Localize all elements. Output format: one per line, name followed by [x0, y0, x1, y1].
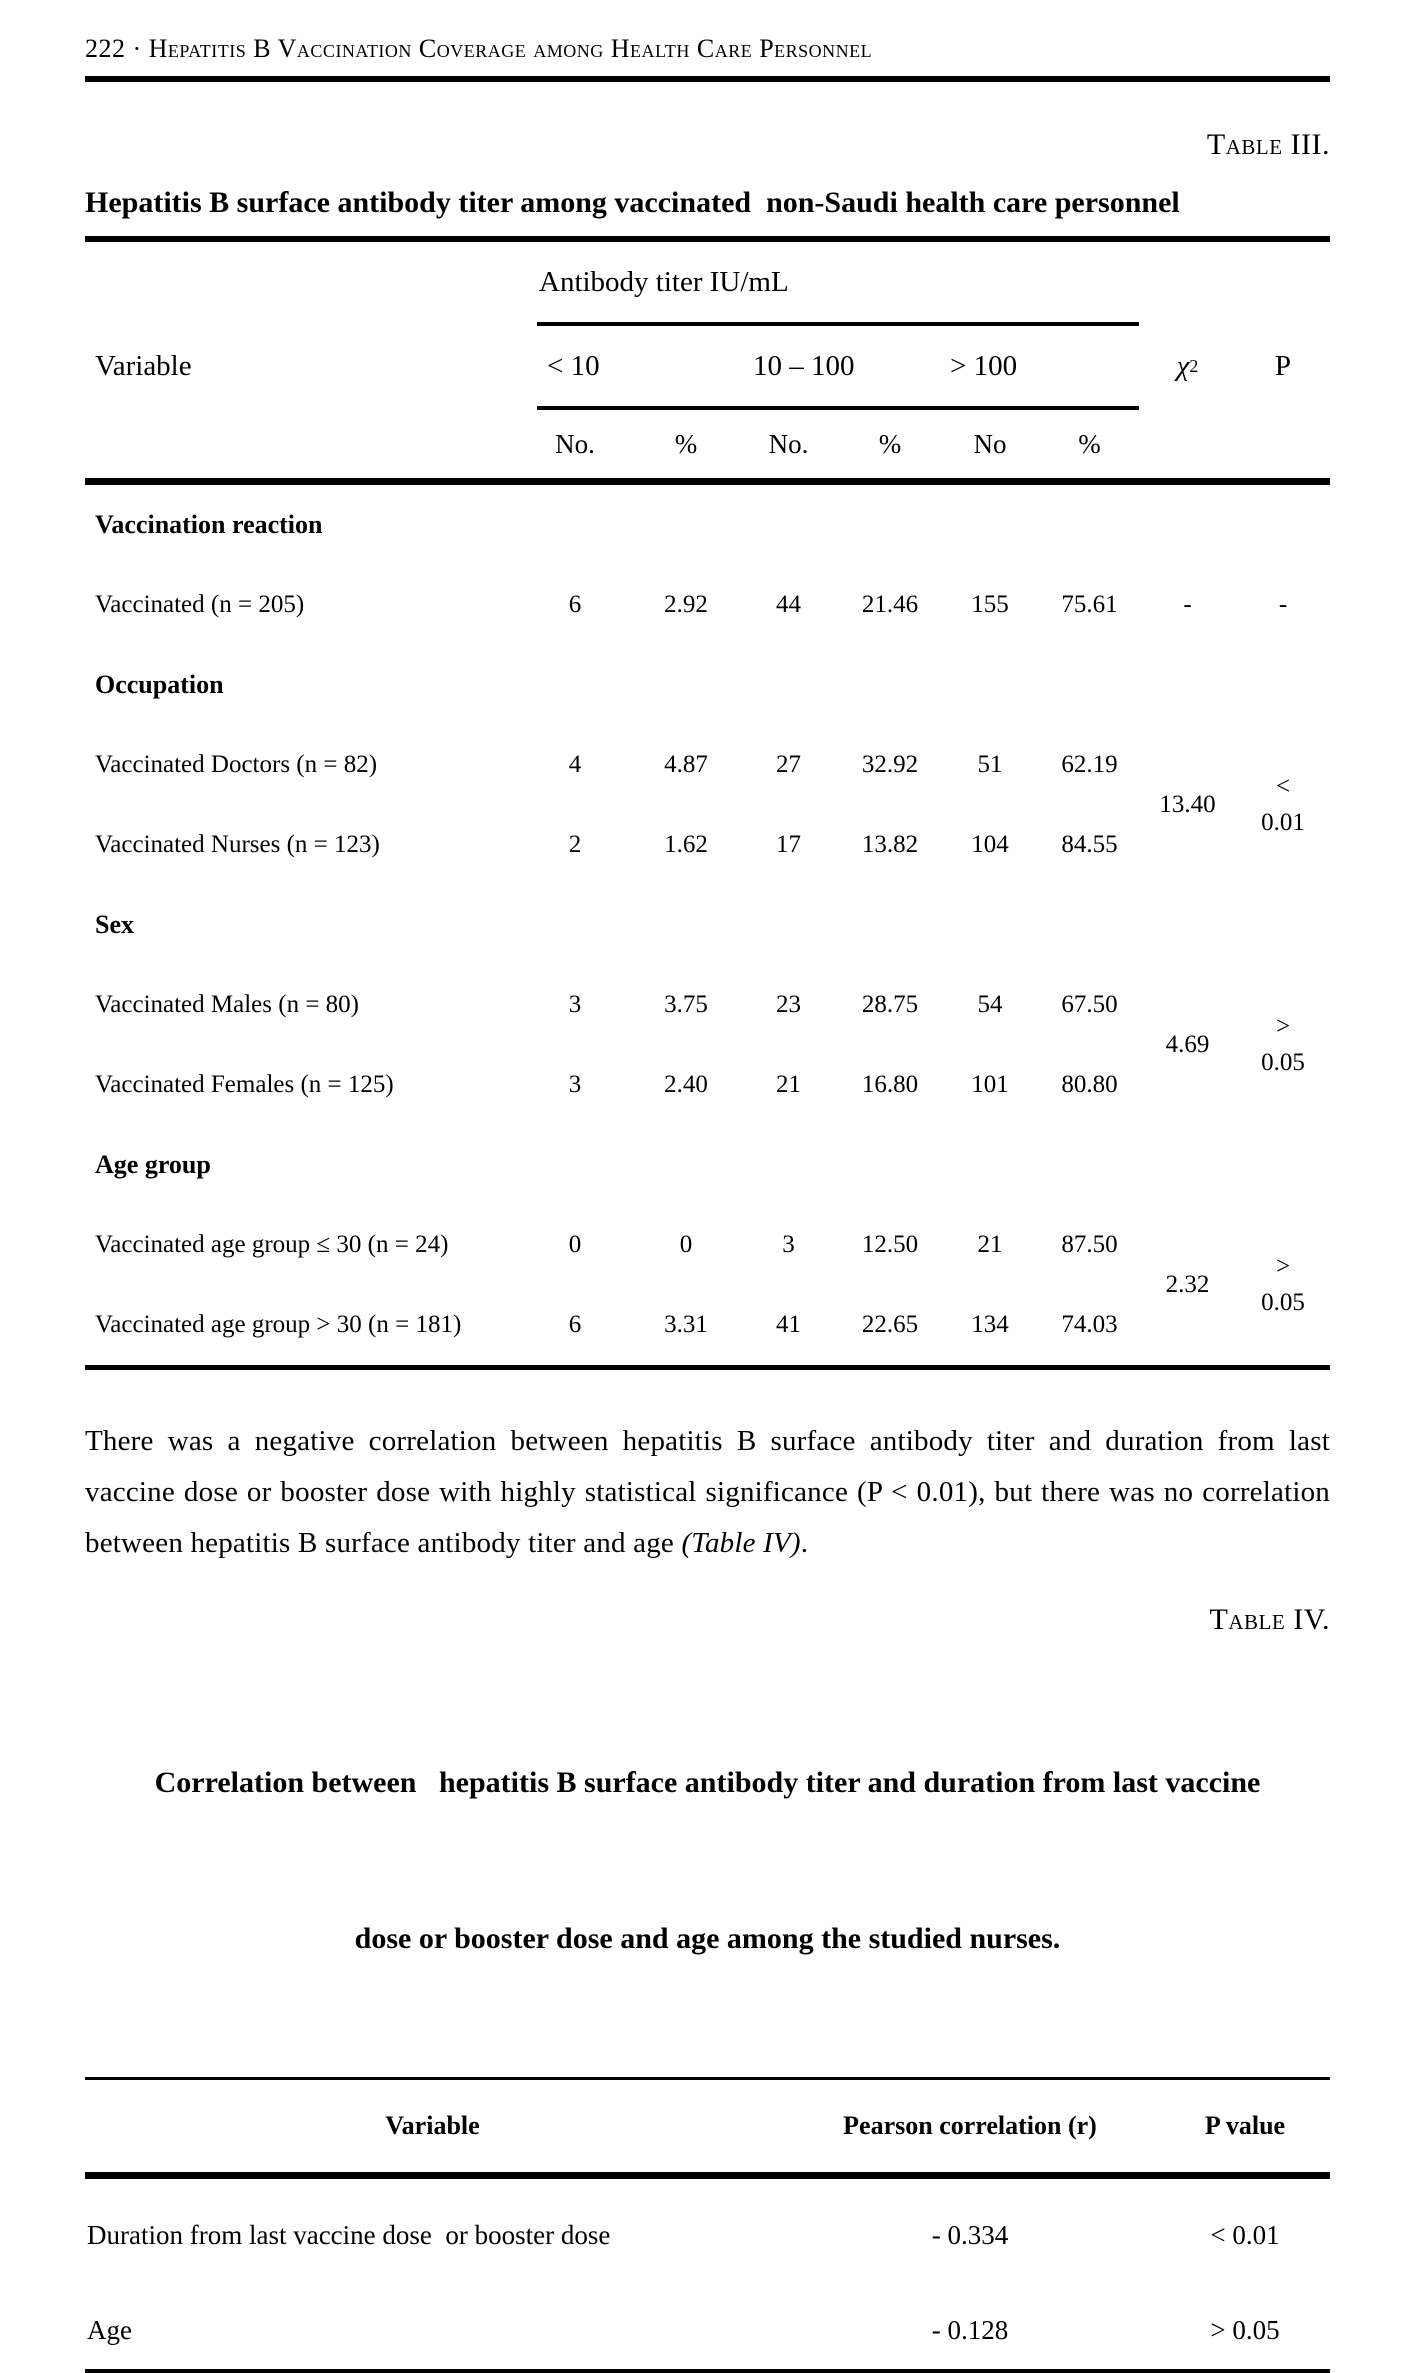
running-header [85, 34, 1330, 64]
table3-header-spanner-row [85, 242, 1330, 322]
section-vaccination-reaction [85, 485, 1330, 565]
cell-pct-10-100: 16.80 [861, 1071, 919, 1098]
subheader-pct-lt10: % [674, 428, 698, 459]
cell-pct-gt100: 74.03 [1061, 1311, 1118, 1338]
section-age-group [85, 1125, 1330, 1205]
paragraph-text: There was a negative correlation between hepatitis B surface antibody titer and duration from last vaccine dose or booster dose with highly statistical significance (P < 0.01), but there was no correlation between hepatitis B surface antibody titer and age [85, 1425, 1330, 1559]
cell-pct-gt100: 84.55 [1061, 831, 1118, 858]
cell-no-gt100: 51 [977, 751, 1003, 778]
cell-no-lt10: 6 [568, 1311, 582, 1338]
section-heading: Vaccination reaction [95, 510, 323, 539]
cell-pct-lt10: 0 [679, 1231, 693, 1258]
column-header-lt10: < 10 [547, 349, 600, 382]
cell-chi-square: - [1183, 591, 1192, 618]
section-rows-occupation [85, 725, 1330, 885]
column-header-variable: Variable [385, 2111, 480, 2140]
column-header-10-100: 10 – 100 [753, 349, 855, 382]
cell-chi-square: 2.32 [1165, 1271, 1210, 1298]
p-number: 0.01 [1261, 809, 1305, 836]
cell-pearson-r: - 0.334 [931, 2219, 1009, 2250]
table4-title-line2: dose or booster dose and age among the studied nurses. [354, 1922, 1061, 1955]
cell-no-lt10: 4 [568, 751, 582, 778]
subheader-pct-gt100: % [1078, 428, 1101, 459]
cell-p-value: > 0.05 [1210, 2314, 1280, 2345]
running-header-text: 222 · Hepatitis B Vaccination Coverage among Health Care Personnel [85, 34, 873, 63]
cell-no-gt100: 21 [977, 1231, 1003, 1258]
cell-pct-10-100: 13.82 [861, 831, 919, 858]
cell-no-gt100: 101 [971, 1071, 1009, 1098]
subheader-no-lt10: No. [555, 428, 595, 459]
table4-label: Table IV. [1209, 1603, 1330, 1636]
column-header-chi-square: χ 2 [1176, 349, 1199, 382]
body-paragraph [85, 1416, 1330, 1569]
table3-bottom-rule [85, 1365, 1330, 1370]
section-heading: Occupation [95, 670, 224, 699]
section-heading: Sex [95, 910, 134, 939]
cell-pct-gt100: 75.61 [1061, 591, 1118, 618]
cell-pct-gt100: 67.50 [1061, 991, 1118, 1018]
cell-pct-lt10: 1.62 [664, 831, 708, 858]
cell-no-10-100: 3 [782, 1231, 795, 1258]
cell-variable: Age [87, 2314, 132, 2345]
cell-no-10-100: 44 [776, 591, 801, 618]
p-comparator: < [1275, 773, 1291, 800]
row-label: Vaccinated age group > 30 (n = 181) [95, 1311, 462, 1338]
cell-pct-lt10: 2.92 [664, 591, 708, 618]
row-label: Vaccinated Doctors (n = 82) [95, 751, 378, 778]
cell-pearson-r: - 0.128 [931, 2314, 1009, 2345]
cell-variable: Duration from last vaccine dose or booster dose [87, 2219, 611, 2250]
cell-p-value [1236, 725, 1330, 885]
cell-no-lt10: 2 [568, 831, 582, 858]
running-header-rule [85, 76, 1330, 82]
p-comparator: > [1275, 1013, 1291, 1040]
table-row [85, 565, 1330, 645]
row-label: Vaccinated age group ≤ 30 (n = 24) [95, 1231, 449, 1258]
cell-no-10-100: 23 [776, 991, 801, 1018]
cell-pct-10-100: 22.65 [861, 1311, 919, 1338]
chi-symbol: χ [1176, 349, 1190, 382]
table4-title [85, 1653, 1330, 2069]
table4-header-rule [85, 2172, 1330, 2179]
cell-no-10-100: 21 [776, 1071, 801, 1098]
cell-no-gt100: 155 [971, 591, 1009, 618]
column-header-gt100: > 100 [950, 349, 1018, 382]
cell-pct-lt10: 3.75 [664, 991, 708, 1018]
cell-no-gt100: 104 [971, 831, 1009, 858]
subheader-pct-10-100: % [878, 428, 902, 459]
cell-no-gt100: 134 [971, 1311, 1009, 1338]
column-header-variable: Variable [95, 349, 192, 382]
cell-no-10-100: 17 [776, 831, 801, 858]
column-header-pearson-r: Pearson correlation (r) [843, 2111, 1097, 2140]
cell-pct-gt100: 62.19 [1061, 751, 1118, 778]
p-number: 0.05 [1261, 1289, 1305, 1316]
page-content [85, 34, 1330, 2373]
section-heading: Age group [95, 1150, 211, 1179]
cell-no-lt10: 6 [568, 591, 582, 618]
cell-pct-lt10: 3.31 [664, 1311, 708, 1338]
row-label: Vaccinated Nurses (n = 123) [95, 831, 380, 858]
cell-pct-10-100: 12.50 [861, 1231, 919, 1258]
cell-chi-square: 13.40 [1159, 791, 1216, 818]
row-label: Vaccinated (n = 205) [95, 591, 305, 618]
cell-no-10-100: 27 [776, 751, 801, 778]
table-row [85, 2179, 1330, 2291]
cell-no-lt10: 0 [568, 1231, 582, 1258]
table3-body [85, 485, 1330, 1365]
subheader-no-10-100: No. [768, 428, 809, 459]
paragraph-period: . [800, 1527, 809, 1559]
row-label: Vaccinated Females (n = 125) [95, 1071, 394, 1098]
cell-no-gt100: 54 [977, 991, 1003, 1018]
cell-p-value [1236, 1205, 1330, 1365]
cell-pct-gt100: 80.80 [1061, 1071, 1118, 1098]
p-comparator: > [1275, 1253, 1291, 1280]
column-header-p-value: P value [1204, 2111, 1286, 2140]
table-iv-reference: (Table IV) [681, 1527, 801, 1559]
cell-pct-gt100: 87.50 [1061, 1231, 1118, 1258]
cell-p-value: < 0.01 [1210, 2219, 1280, 2250]
cell-pct-10-100: 21.46 [861, 591, 919, 618]
table-row [85, 2291, 1330, 2369]
subheader-no-gt100: No [973, 428, 1007, 459]
cell-no-10-100: 41 [776, 1311, 801, 1338]
table3-title: Hepatitis B surface antibody titer among vaccinated non-Saudi health care personnel [85, 186, 1180, 219]
cell-no-lt10: 3 [568, 991, 582, 1018]
table4-bottom-rule [85, 2369, 1330, 2373]
table3-label: Table III. [1206, 128, 1330, 161]
table4-title-line1: Correlation between hepatitis B surface antibody titer and duration from last vaccine [154, 1766, 1261, 1799]
section-sex [85, 885, 1330, 965]
cell-pct-lt10: 4.87 [664, 751, 708, 778]
column-header-p: P [1274, 349, 1292, 382]
cell-chi-square: 4.69 [1165, 1031, 1210, 1058]
antibody-titer-spanner: Antibody titer IU/mL [539, 265, 789, 298]
cell-p-value: - [1278, 591, 1288, 618]
cell-pct-10-100: 28.75 [861, 991, 919, 1018]
cell-no-lt10: 3 [568, 1071, 582, 1098]
table3-header-rule [85, 478, 1330, 485]
section-rows-sex [85, 965, 1330, 1125]
cell-pct-10-100: 32.92 [861, 751, 919, 778]
table4-header-row [85, 2080, 1330, 2172]
section-rows-age-group [85, 1205, 1330, 1365]
section-occupation [85, 645, 1330, 725]
table3-group-header-row [85, 326, 1330, 406]
table4-body [85, 2179, 1330, 2369]
cell-p-value [1236, 965, 1330, 1125]
cell-pct-lt10: 2.40 [664, 1071, 708, 1098]
table3-subheader-row [85, 410, 1330, 478]
row-label: Vaccinated Males (n = 80) [95, 991, 360, 1018]
p-number: 0.05 [1261, 1049, 1305, 1076]
